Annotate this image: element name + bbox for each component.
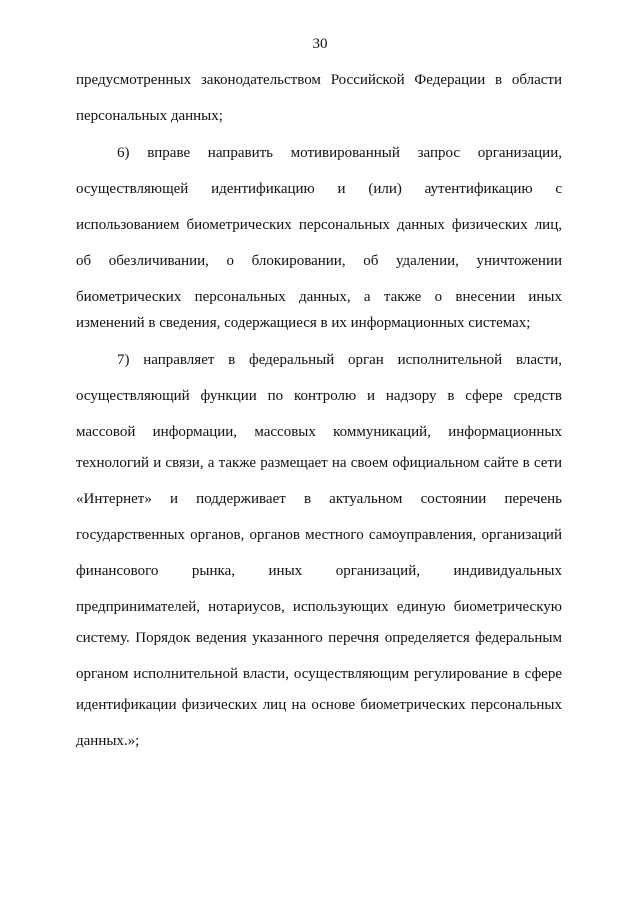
text-line: органом исполнительной власти, осуществляющим регулирование в сфере xyxy=(76,666,562,682)
text-line: об обезличивании, о блокировании, об удалении, уничтожении xyxy=(76,253,562,269)
text-line: использованием биометрических персональных данных физических лиц, xyxy=(76,217,562,233)
text-line: массовой информации, массовых коммуникаций, информационных xyxy=(76,424,562,440)
text-line: биометрических персональных данных, а также о внесении иных xyxy=(76,289,562,305)
text-line: осуществляющий функции по контролю и надзору в сфере средств xyxy=(76,388,562,404)
text-line: данных.»; xyxy=(76,733,140,749)
text-line: систему. Порядок ведения указанного перечня определяется федеральным xyxy=(76,630,562,646)
text-line: предусмотренных законодательством Российской Федерации в области xyxy=(76,72,562,88)
text-line: изменений в сведения, содержащиеся в их информационных системах; xyxy=(76,315,531,331)
text-line: идентификации физических лиц на основе биометрических персональных xyxy=(76,697,562,713)
text-line: 6) вправе направить мотивированный запрос организации, xyxy=(117,145,562,161)
text-line: персональных данных; xyxy=(76,108,223,124)
text-line: «Интернет» и поддерживает в актуальном состоянии перечень xyxy=(76,491,562,507)
text-line: государственных органов, органов местного самоуправления, организаций xyxy=(76,527,562,543)
text-line: технологий и связи, а также размещает на своем официальном сайте в сети xyxy=(76,455,562,471)
text-line: осуществляющей идентификацию и (или) аутентификацию с xyxy=(76,181,562,197)
text-line: финансового рынка, иных организаций, индивидуальных xyxy=(76,563,562,579)
page-number: 30 xyxy=(312,36,328,52)
text-line: 7) направляет в федеральный орган исполнительной власти, xyxy=(117,352,562,368)
text-line: предпринимателей, нотариусов, использующих единую биометрическую xyxy=(76,599,562,615)
